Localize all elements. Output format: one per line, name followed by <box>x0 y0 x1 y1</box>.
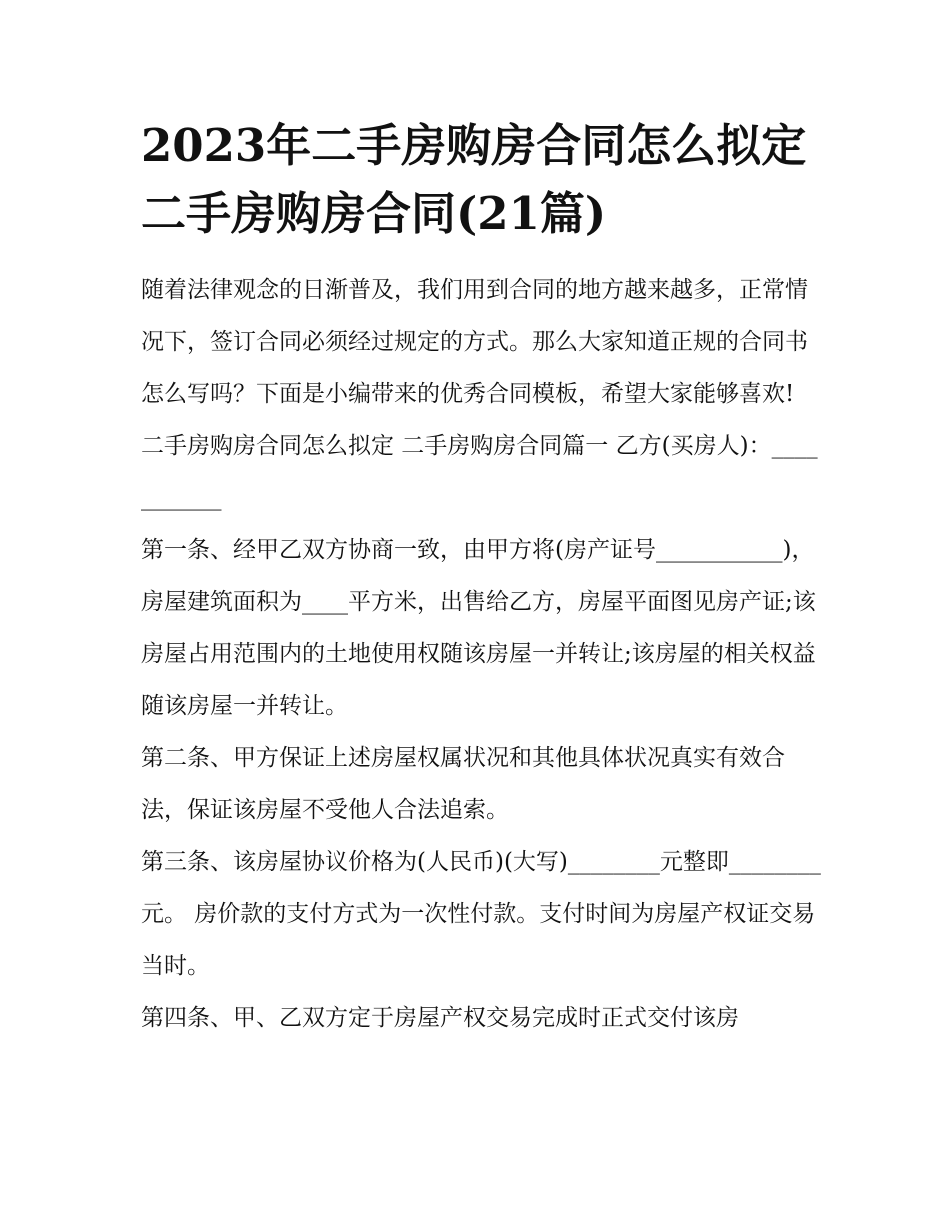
section-heading-paragraph: 二手房购房合同怎么拟定 二手房购房合同篇一 乙方(买房人)：___________ <box>141 433 818 511</box>
document-title: 2023年二手房购房合同怎么拟定 二手房购房合同(21篇) <box>141 119 807 240</box>
intro-paragraph: 随着法律观念的日渐普及，我们用到合同的地方越来越多，正常情况下，签订合同必须经过规定的方式。那么大家知道正规的合同书怎么写吗？下面是小编带来的优秀合同模板，希望大家能够喜欢! <box>141 277 808 407</box>
article-2-paragraph: 第二条、甲方保证上述房屋权属状况和其他具体状况真实有效合法，保证该房屋不受他人合法追索。 <box>141 745 785 823</box>
document-page <box>141 112 821 1044</box>
article-1-paragraph: 第一条、经甲乙双方协商一致，由甲方将(房产证号___________)，房屋建筑面积为____平方米，出售给乙方，房屋平面图见房产证;该房屋占用范围内的土地使用权随该房屋一并转让;该房屋的相关权益随该房屋一并转让。 <box>141 537 816 719</box>
article-4-paragraph: 第四条、甲、乙双方定于房屋产权交易完成时正式交付该房 <box>141 1005 739 1031</box>
article-3-paragraph: 第三条、该房屋协议价格为(人民币)(大写)________元整即________元。 房价款的支付方式为一次性付款。支付时间为房屋产权证交易当时。 <box>141 849 821 979</box>
